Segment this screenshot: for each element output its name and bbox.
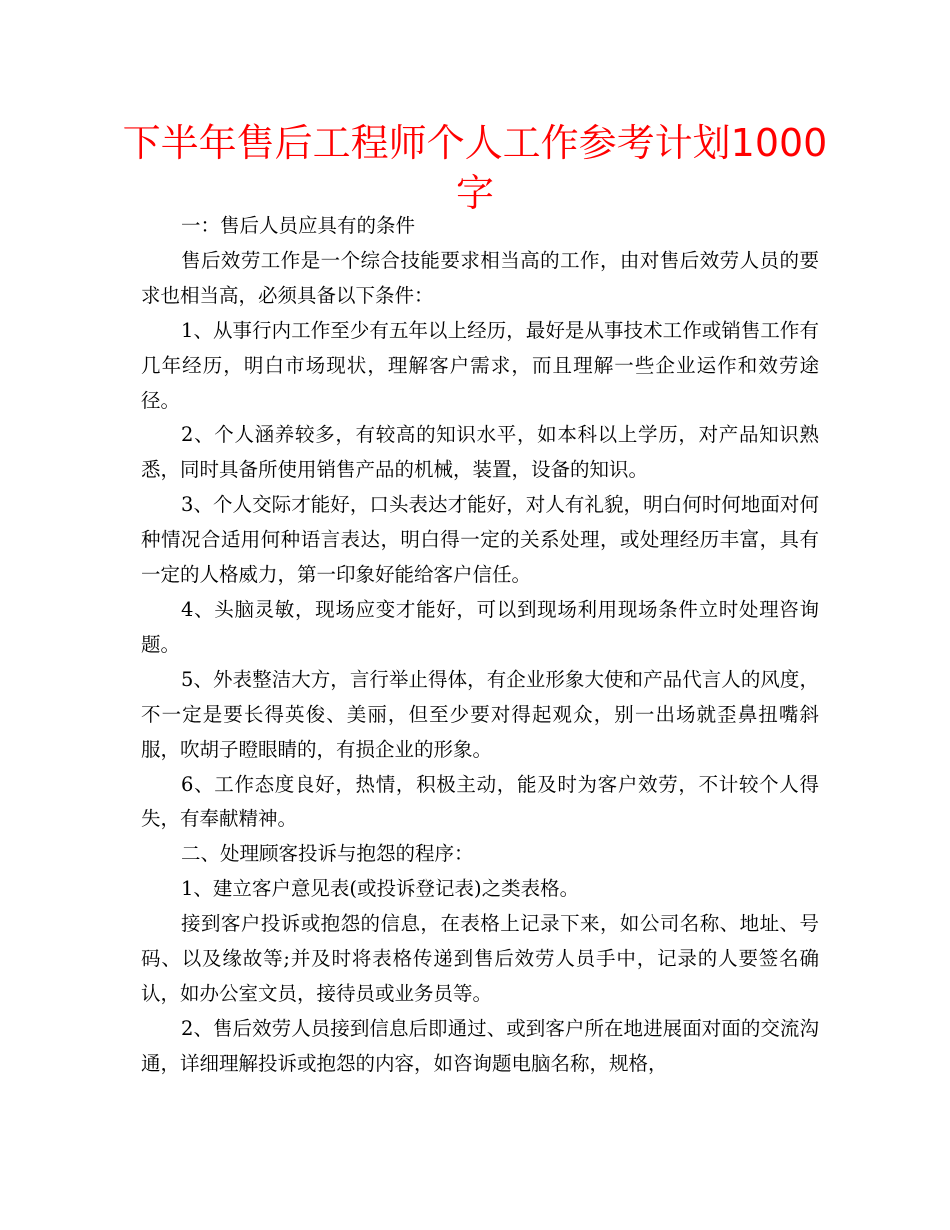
list-item-1: 1、从事行内工作至少有五年以上经历，最好是从事技术工作或销售工作有几年经历，明白市场现状，理解客户需求，而且理解一些企业运作和效劳途径。	[141, 318, 819, 412]
list-item-2: 2、个人涵养较多，有较高的知识水平，如本科以上学历，对产品知识熟悉，同时具备所使用销售产品的机械，装置，设备的知识。	[141, 423, 819, 482]
list-item-4: 4、头脑灵敏，现场应变才能好，可以到现场利用现场条件立时处理咨询题。	[141, 597, 819, 656]
list-item-2: 2、售后效劳人员接到信息后即通过、或到客户所在地进展面对面的交流沟通，详细理解投诉或抱怨的内容，如咨询题电脑名称，规格，	[141, 1016, 819, 1075]
paragraph: 售后效劳工作是一个综合技能要求相当高的工作，由对售后效劳人员的要求也相当高，必须具备以下条件：	[141, 248, 819, 307]
list-item-5: 5、外表整洁大方，言行举止得体，有企业形象大使和产品代言人的风度，不一定是要长得英俊、美丽，但至少要对得起观众，别一出场就歪鼻扭嘴斜服，吹胡子瞪眼睛的，有损企业的形象。	[141, 667, 819, 761]
list-item-1: 1、建立客户意见表(或投诉登记表)之类表格。	[181, 877, 580, 901]
paragraph: 接到客户投诉或抱怨的信息，在表格上记录下来，如公司名称、地址、号码、以及缘故等;并及时将表格传递到售后效劳人员手中，记录的人要签名确认，如办公室文员，接待员或业务员等。	[141, 912, 819, 1005]
section-heading-1: 一：售后人员应具有的条件	[181, 214, 416, 237]
list-item-6: 6、工作态度良好，热情，积极主动，能及时为客户效劳，不计较个人得失，有奉献精神。	[141, 772, 819, 831]
document-body	[141, 209, 819, 1082]
document-title: 下半年售后工程师个人工作参考计划1000字	[122, 121, 828, 215]
section-heading-2: 二、处理顾客投诉与抱怨的程序：	[181, 842, 474, 866]
list-item-3: 3、个人交际才能好，口头表达才能好，对人有礼貌，明白何时何地面对何种情况合适用何种语言表达，明白得一定的关系处理，或处理经历丰富，具有一定的人格威力，第一印象好能给客户信任。	[141, 493, 819, 587]
